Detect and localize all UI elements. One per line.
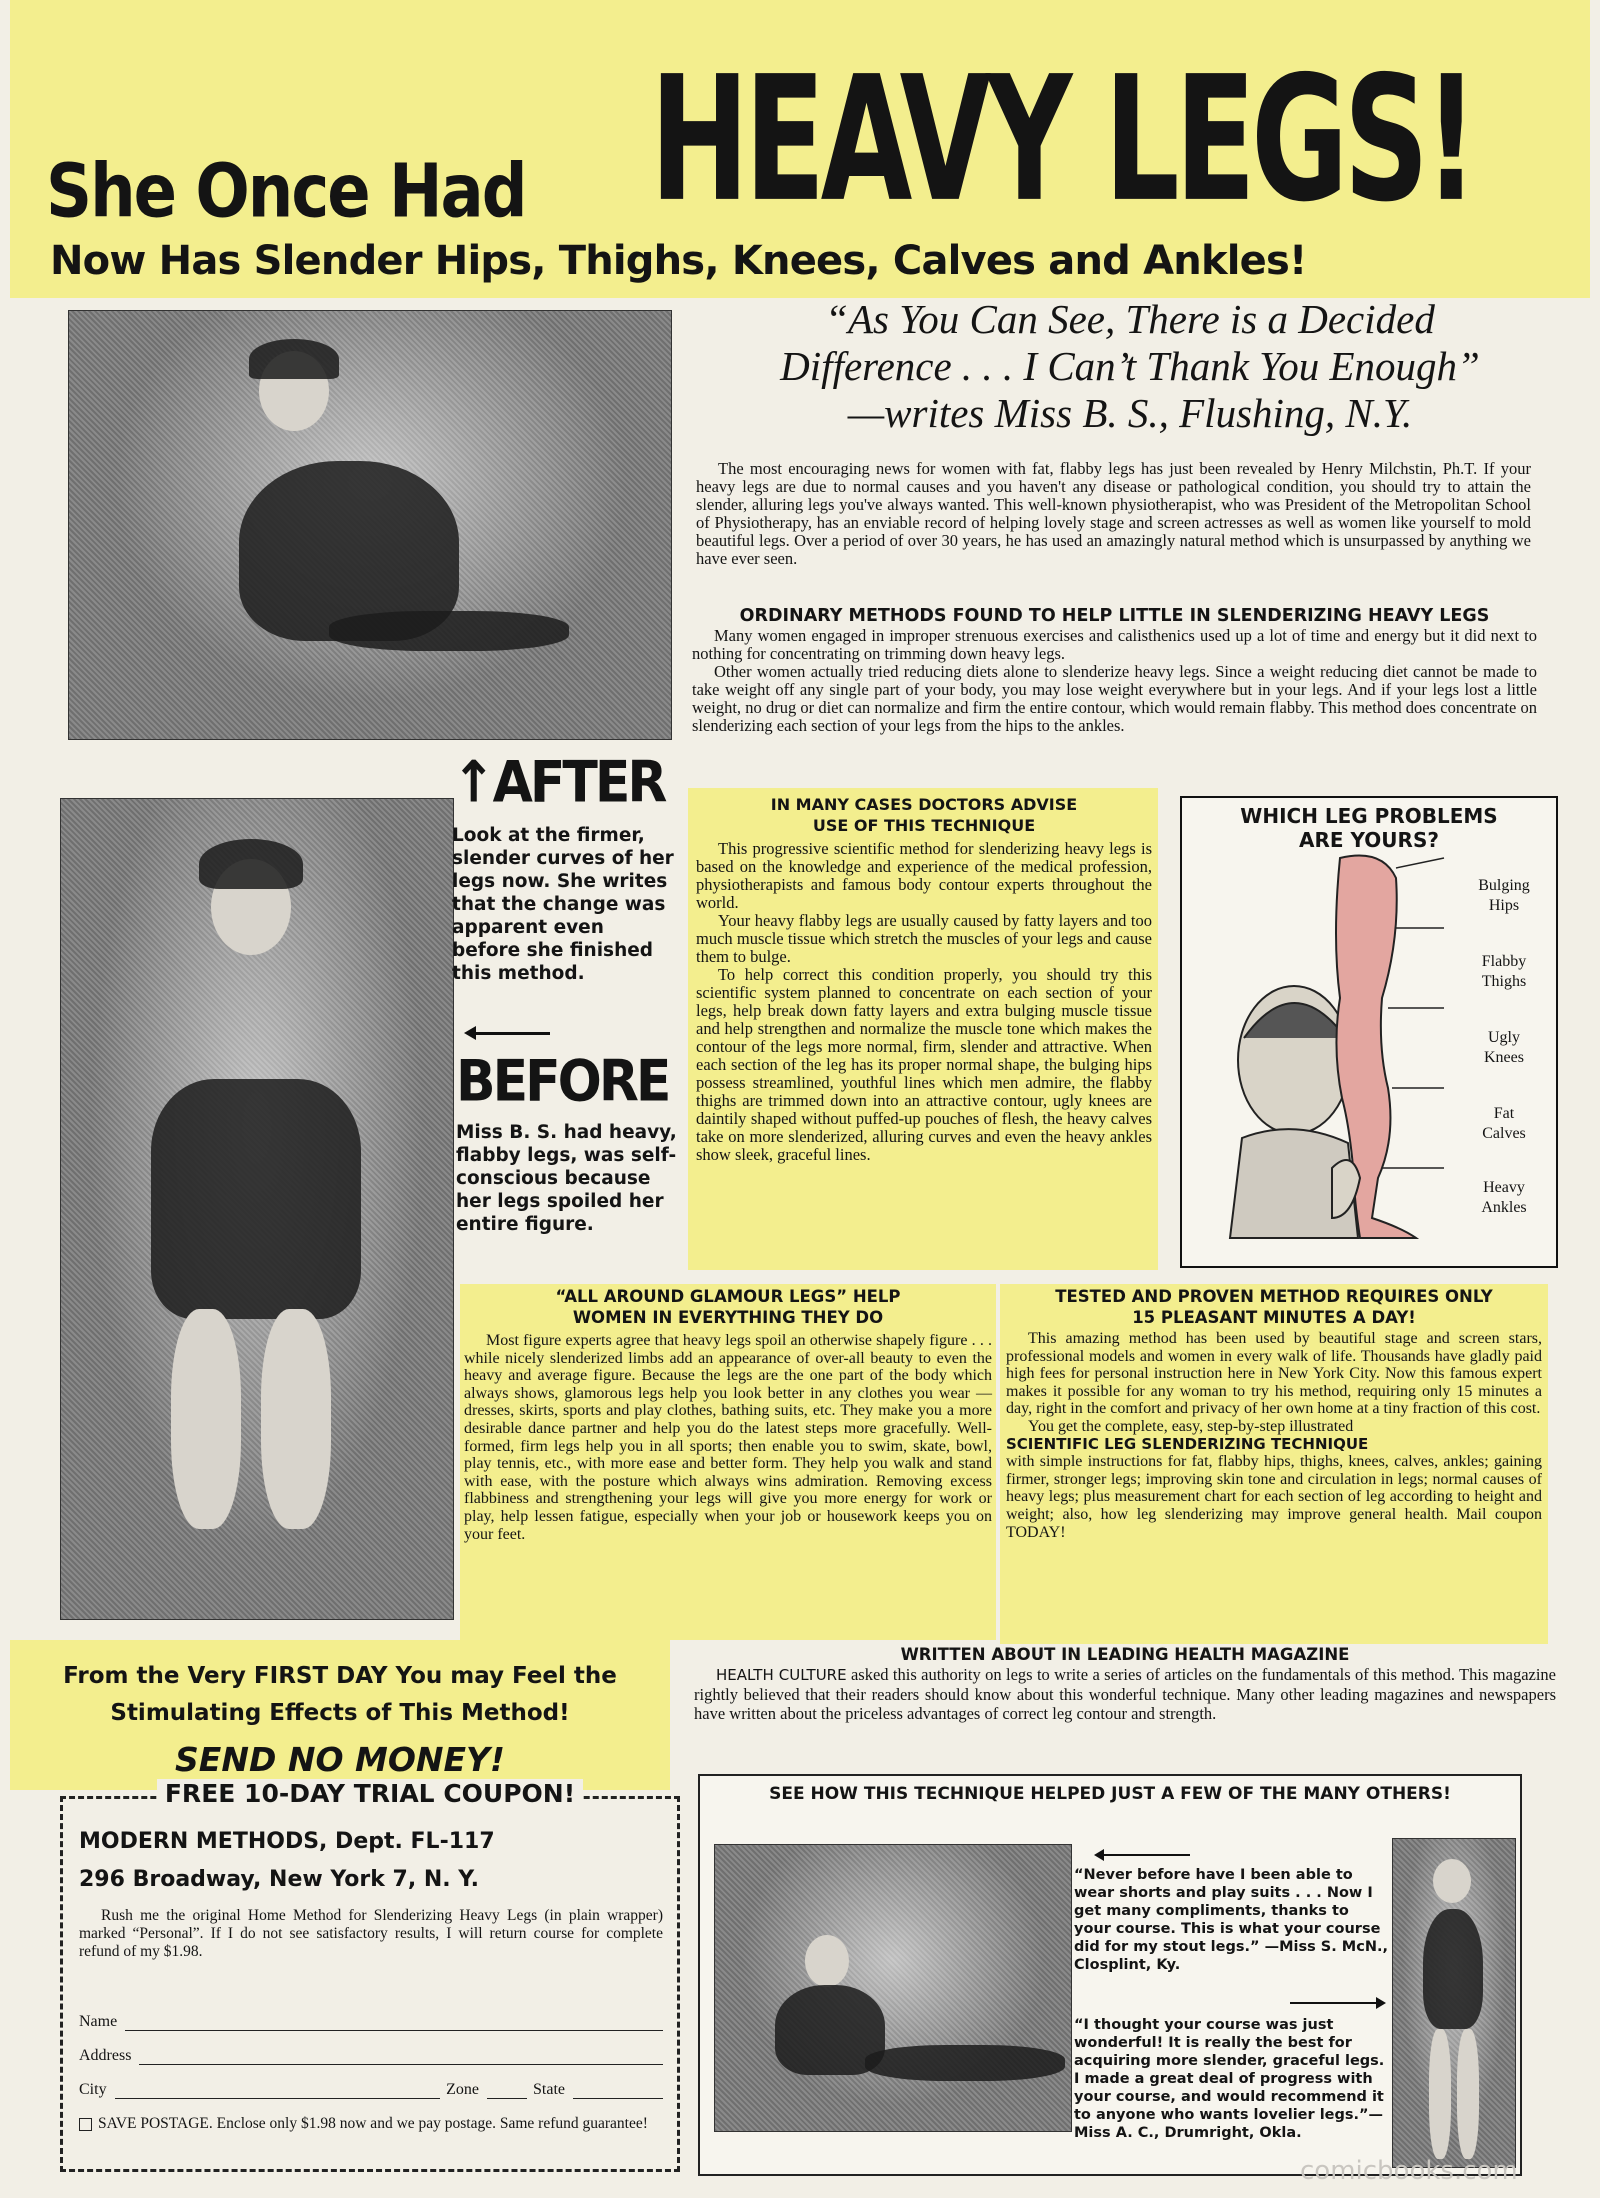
- testimonial-quote-2: “I thought your course was just wonderful! It is really the best for acquiring more slender, graceful legs. I made a great deal of progress with your course, and would recommend it to anyone who wants lovelier legs.”—Miss A. C., Drumright, Okla.: [1074, 2017, 1385, 2141]
- written-section: [694, 1644, 1556, 1723]
- testimonial-photo-1: [714, 1844, 1072, 2132]
- after-callout: [452, 750, 674, 985]
- testimonial-quote-1: “Never before have I been able to wear shorts and play suits . . . Now I get many compliments, thanks to your course. This is what your course did for my stout legs.” —Miss S. McN., Closplint, Ky.: [1074, 1867, 1388, 1973]
- first-day-banner: [10, 1640, 670, 1790]
- left-arrow-icon: [470, 1032, 550, 1035]
- after-text: Look at the firmer, slender curves of her legs now. She writes that the change was apparent even before she finished this method.: [452, 825, 674, 984]
- testimonial-photo-2: [1392, 1838, 1516, 2168]
- doctors-heading-1: IN MANY CASES DOCTORS ADVISE: [770, 795, 1078, 814]
- leg-label-thighs: Flabby Thighs: [1481, 953, 1527, 990]
- coupon-address-line-2: 296 Broadway, New York 7, N. Y.: [79, 1867, 479, 1892]
- doctors-paragraph-3: To help correct this condition properly, you should try this scientific system planned to concentrate on each section of your legs, help break down fatty layers and extra bulging muscle tissue and help strengthen and normalize the muscle tone which makes the contour of the legs more normal, firm, slender and attractive. When each section of the leg has its proper normal shape, the bulging hips possess streamlined, youthful lines which men admire, the flabby thighs are trimmed down into an attractive contour, ugly knees are daintily shaped without puffed-up pouches of flesh, the heavy calves take on more slenderized, alluring curves and even the heavy ankles show sleek, graceful lines.: [696, 965, 1152, 1164]
- trial-coupon[interactable]: [60, 1779, 680, 2172]
- coupon-body: Rush me the original Home Method for Slenderizing Heavy Legs (in plain wrapper) marked “Personal”. If I do not see satisfactory results, I will return course for complete refund of my $1.98.: [79, 1907, 663, 1960]
- right-arrow-icon: [1290, 2002, 1380, 2004]
- leg-problems-box: [1180, 796, 1558, 1268]
- testimonial-quote: [690, 296, 1570, 437]
- quote-attribution: —writes Miss B. S., Flushing, N.Y.: [847, 390, 1413, 436]
- quote-line-2: Difference . . . I Can’t Thank You Enough”: [780, 343, 1480, 389]
- subheadline: Now Has Slender Hips, Thighs, Knees, Calves and Ankles!: [50, 238, 1307, 284]
- doctors-paragraph-1: This progressive scientific method for slenderizing heavy legs is based on the knowledge and experience of the medical profession, physiotherapists and famous body contour experts throughout the world.: [696, 839, 1152, 912]
- before-callout: [456, 1020, 678, 1236]
- tested-paragraph-1: This amazing method has been used by beautiful stage and screen stars, professional models and women in every walk of life. Thousands have gladly paid high fees for personal instruction here in New York City. Now this famous expert makes it possible for any woman to try his method, requiring only 15 minutes a day, right in the comfort and privacy of her own home at a tiny fraction of this cost.: [1006, 1330, 1542, 1418]
- leg-label-calves: Fat Calves: [1482, 1105, 1526, 1142]
- written-paragraph: HEALTH CULTURE asked this authority on legs to write a series of articles on the fundamentals of this method. This magazine rightly believed that their readers should know about this wonderful technique. Many other leading magazines and newspapers have written about the priceless advantages of correct leg contour and strength.: [694, 1665, 1556, 1723]
- glamour-heading-2: WOMEN IN EVERYTHING THEY DO: [572, 1308, 884, 1327]
- save-postage-option[interactable]: SAVE POSTAGE. Enclose only $1.98 now and we pay postage. Same refund guarantee!: [79, 2115, 663, 2133]
- address-field[interactable]: Address: [79, 2047, 663, 2065]
- doctors-section: [688, 788, 1158, 1270]
- testimonials-title: SEE HOW THIS TECHNIQUE HELPED JUST A FEW OF THE MANY OTHERS!: [769, 1784, 1451, 1804]
- doctors-heading-2: USE OF THIS TECHNIQUE: [812, 816, 1036, 835]
- glamour-heading-1: “ALL AROUND GLAMOUR LEGS” HELP: [555, 1287, 901, 1306]
- after-photo: [68, 310, 672, 740]
- headline-prefix: She Once Had: [46, 150, 526, 236]
- leg-label-hips: Bulging Hips: [1478, 877, 1530, 914]
- intro-paragraph: The most encouraging news for women with fat, flabby legs has just been revealed by Henry Milchstin, Ph.T. If your heavy legs are due to normal causes and you haven't any disease or pathological condition, you should try to attain the slender, alluring legs you've always wanted. This well-known physiotherapist, who was President of the Metropolitan School of Physiotherapy, has an enviable record of helping lovely stage and screen actresses as well as women like yourself to mold beautiful legs. Over a period of over 30 years, he has used an amazingly natural method which is unsurpassed by anything we have ever seen.: [696, 459, 1531, 568]
- leg-label-ankles: Heavy Ankles: [1481, 1179, 1527, 1216]
- send-no-money: SEND NO MONEY!: [175, 1740, 505, 1779]
- doctors-paragraph-2: Your heavy flabby legs are usually caused by fatty layers and too much muscle tissue which stretch the muscles of your legs and cause them to bulge.: [696, 911, 1152, 966]
- before-text: Miss B. S. had heavy, flabby legs, was self-conscious because her legs spoiled her entire figure.: [456, 1122, 677, 1235]
- name-field[interactable]: Name: [79, 2013, 663, 2031]
- testimonials-box: [698, 1774, 1522, 2176]
- glamour-paragraph: Most figure experts agree that heavy legs spoil an otherwise shapely figure . . . while nicely slenderized limbs add an appearance of over-all beauty to even the heavy and average figure. Because the legs are the one part of the body which always shows, glamorous legs help you look better in any clothes you wear — dresses, skirts, sports and play clothes, bathing suits, etc. They make you a more desirable dance partner and help you do the latest steps more gracefully. Well-formed, firm legs help you in all sports; then enable you to swim, skate, bowl, play tennis, etc., with more ease and better form. They help you walk and stand with ease, with the posture which always wins admiration. Removing excess flabbiness and strengthening your legs will give you more energy for work or play, help lessen fatigue, especially when your job or housework keeps you on your feet.: [464, 1332, 992, 1543]
- ordinary-paragraph-1: Many women engaged in improper strenuous exercises and calisthenics used up a lot of time and energy but it did next to nothing for concentrating on trimming down heavy legs.: [692, 626, 1537, 663]
- leg-label-knees: Ugly Knees: [1484, 1029, 1524, 1066]
- ordinary-heading: ORDINARY METHODS FOUND TO HELP LITTLE IN SLENDERIZING HEAVY LEGS: [739, 606, 1490, 626]
- written-heading: WRITTEN ABOUT IN LEADING HEALTH MAGAZINE: [900, 1645, 1350, 1664]
- before-label: BEFORE: [456, 1049, 669, 1115]
- city-zone-state-field[interactable]: City Zone State: [79, 2081, 663, 2099]
- glamour-section: [460, 1284, 996, 1640]
- watermark: comicbooks.com: [1300, 2156, 1518, 2186]
- leg-problems-title: WHICH LEG PROBLEMS ARE YOURS?: [1240, 804, 1498, 852]
- up-arrow-icon: ↑: [452, 750, 493, 816]
- tested-heading-1: TESTED AND PROVEN METHOD REQUIRES ONLY: [1055, 1287, 1493, 1306]
- coupon-address-line-1: MODERN METHODS, Dept. FL-117: [79, 1829, 495, 1854]
- ordinary-methods-section: [692, 606, 1537, 735]
- headline-main: HEAVY LEGS!: [650, 40, 1474, 241]
- coupon-title: FREE 10-DAY TRIAL COUPON!: [63, 1779, 677, 1808]
- tested-paragraph-2: You get the complete, easy, step-by-step illustrated SCIENTIFIC LEG SLENDERIZING TECHNIQUE with simple instructions for fat, flabby hips, thighs, knees, calves, ankles; gaining firmer, stronger legs; improving skin tone and circulation in legs; normal causes of heavy legs; plus measurement chart for each section of leg according to height and weight; also, how leg slenderizing may improve general health. Mail coupon TODAY!: [1006, 1417, 1542, 1541]
- tested-heading-2: 15 PLEASANT MINUTES A DAY!: [1132, 1308, 1416, 1327]
- after-label: ↑AFTER: [452, 750, 665, 816]
- ordinary-paragraph-2: Other women actually tried reducing diets alone to slenderize heavy legs. Since a weight reducing diet cannot be made to take weight off any single part of your body, you may lose weight everywhere but in your legs. And if your legs lost a little weight, no drug or diet can normalize and firm the entire contour, which would remain flabby. This method does concentrate on slenderizing each section of your legs from the hips to the ankles.: [692, 662, 1537, 735]
- tested-section: [1000, 1284, 1548, 1644]
- before-photo: [60, 798, 454, 1620]
- left-arrow-icon: [1100, 1854, 1190, 1856]
- quote-line-1: “As You Can See, There is a Decided: [825, 296, 1435, 342]
- save-postage-checkbox[interactable]: [79, 2118, 92, 2131]
- first-day-text: From the Very FIRST DAY You may Feel the Stimulating Effects of This Method!: [63, 1663, 617, 1726]
